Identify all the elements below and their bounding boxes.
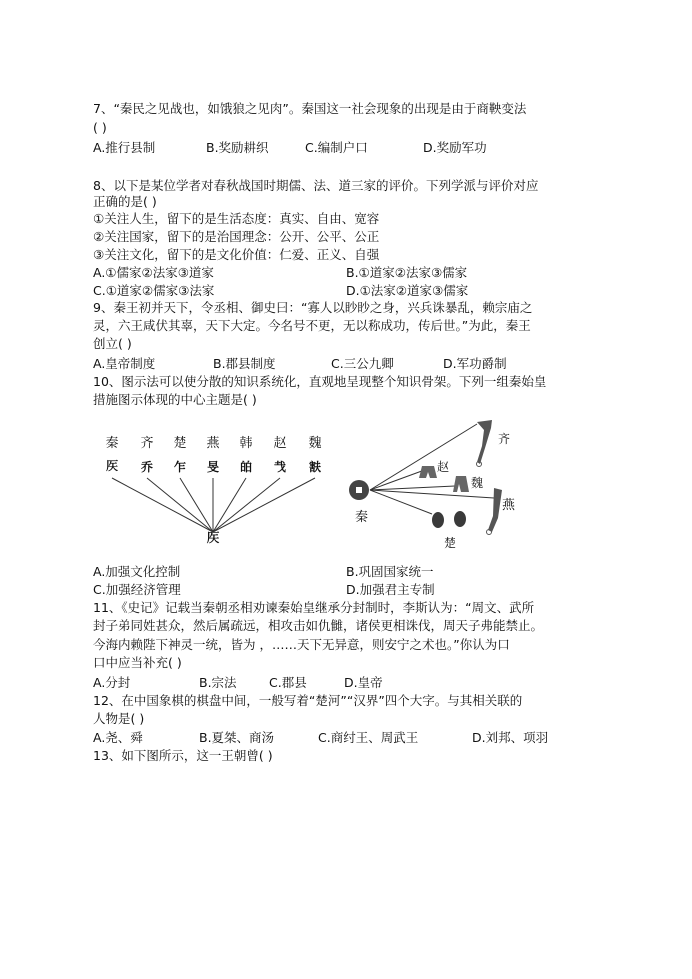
seal-char-wei: 㝬 [308,460,321,474]
q12-option-b[interactable]: B.夏桀、商汤 [199,730,275,745]
q13-stem-line1: 13、如下图所示，这一王朝曾( ) [93,748,273,763]
q8-item-3: ③关注文化，留下的是文化价值：仁爱、正义、自强 [93,247,380,262]
seal-char-yan: 旻 [206,460,219,474]
q10-options-row1 [93,564,613,580]
q12-options [93,730,613,746]
label-chu: 楚 [444,536,457,550]
q12-stem-line2: 人物是( ) [93,711,145,726]
state-label-wei: 魏 [308,436,322,451]
q8-options-row2 [93,283,613,299]
q8-item-1: ①关注人生，留下的是生活态度：真实、自由、宽容 [93,211,380,226]
q10-option-c[interactable]: C.加强经济管理 [93,582,181,597]
q7-option-b[interactable]: B.奖励耕织 [206,140,269,155]
q11-option-d[interactable]: D.皇帝 [344,675,383,690]
q7-stem-line1: 7、“秦民之见战也，如饿狼之见肉”。秦国这一社会现象的出现是由于商鞅变法 [93,101,527,116]
q12-option-d[interactable]: D.刘邦、项羽 [472,730,549,745]
q11-options [93,675,613,691]
q12-option-a[interactable]: A.尧、舜 [93,730,143,745]
q7-option-a[interactable]: A.推行县制 [93,140,156,155]
seal-char-zhao: 𢦏 [273,460,286,474]
q10-option-a[interactable]: A.加强文化控制 [93,564,181,579]
q11-option-b[interactable]: B.宗法 [199,675,237,690]
chu-coin-icon-2 [454,511,466,527]
q11-stem-line1: 11、《史记》记载当秦朝丞相劝谏秦始皇继承分封制时，李斯认为：“周文、武所 [93,600,535,615]
q11-option-a[interactable]: A.分封 [93,675,131,690]
wei-spade-icon [453,476,469,492]
seal-char-qin: 𥎦 [105,459,118,473]
q9-option-d[interactable]: D.军功爵制 [443,356,507,371]
q8-option-a[interactable]: A.①儒家②法家③道家 [93,265,214,280]
q7-option-d[interactable]: D.奖励军功 [423,140,487,155]
label-zhao: 赵 [437,460,450,474]
q9-option-b[interactable]: B.郡县制度 [213,356,276,371]
yan-knife-icon [488,488,502,532]
q11-stem-line3: 今海内赖陛下神灵一统，皆为 ，……天下无异意，则安宁之术也。”你认为口 [93,637,510,652]
q10-options-row2 [93,582,613,598]
q12-stem-line1: 12、在中国象棋的棋盘中间，一般写着“楚河”“汉界”四个大字。与其相关联的 [93,693,523,708]
q9-stem-line2: 灵，六王咸伏其辜，天下大定。今名号不更，无以称成功，传后世。”为此，秦王 [93,318,531,333]
q9-option-c[interactable]: C.三公九卿 [331,356,394,371]
currency-diagram [342,418,542,556]
state-label-zhao: 赵 [273,436,287,451]
q9-option-a[interactable]: A.皇帝制度 [93,356,156,371]
state-label-han: 韩 [239,436,253,451]
q9-stem-line3: 创立( ) [93,336,132,351]
q8-option-c[interactable]: C.①道家②儒家③法家 [93,283,215,298]
label-yan: 燕 [502,498,516,513]
q9-stem-line1: 9、秦王初并天下，令丞相、御史曰：“寡人以眇眇之身，兴兵诛暴乱，赖宗庙之 [93,300,533,315]
zhao-spade-icon [419,466,437,478]
q8-options-row1 [93,265,613,281]
q11-stem-line4: 口中应当补充( ) [93,655,182,670]
label-qin: 秦 [355,510,369,525]
q10-figure-currency-unification [342,418,542,556]
q11-option-c[interactable]: C.郡县 [269,675,307,690]
q8-option-d[interactable]: D.①法家②道家③儒家 [346,283,469,298]
q10-figure-script-unification [100,432,332,550]
state-label-qin: 秦 [105,436,119,451]
q7-stem-line2: ( ) [93,120,107,135]
seal-char-chu: 乍 [173,460,186,474]
q10-stem-line2: 措施图示体现的中心主题是( ) [93,392,257,407]
q10-stem-line1: 10、图示法可以使分散的知识系统化，直观地呈现整个知识骨架。下列一组秦始皇 [93,374,547,389]
unified-seal-char: 𥎦 [206,530,220,545]
q8-stem-line2: 正确的是( ) [93,194,157,209]
q11-stem-line2: 封子弟同姓甚众，然后属疏远，相攻击如仇雠，诸侯更相诛伐，周天子弗能禁止。 [93,618,544,633]
q8-item-2: ②关注国家，留下的是治国理念：公开、公平、公正 [93,229,380,244]
state-label-qi: 齐 [140,436,154,451]
seal-char-han: 㿟 [239,460,252,474]
seal-char-qi: 乔 [140,460,153,474]
q10-option-b[interactable]: B.巩固国家统一 [346,564,434,579]
label-wei: 魏 [471,476,484,490]
q12-option-c[interactable]: C.商纣王、周武王 [318,730,419,745]
qi-knife-icon [477,420,492,464]
state-label-yan: 燕 [206,436,220,451]
q9-options [93,356,613,372]
q7-option-c[interactable]: C.编制户口 [305,140,368,155]
q10-option-d[interactable]: D.加强君主专制 [346,582,435,597]
q7-options [93,140,613,156]
q8-stem-line1: 8、以下是某位学者对春秋战国时期儒、法、道三家的评价。下列学派与评价对应 [93,178,539,193]
label-qi: 齐 [498,432,511,446]
q8-option-b[interactable]: B.①道家②法家③儒家 [346,265,468,280]
state-label-chu: 楚 [173,436,187,451]
chu-coin-icon-1 [432,512,444,528]
